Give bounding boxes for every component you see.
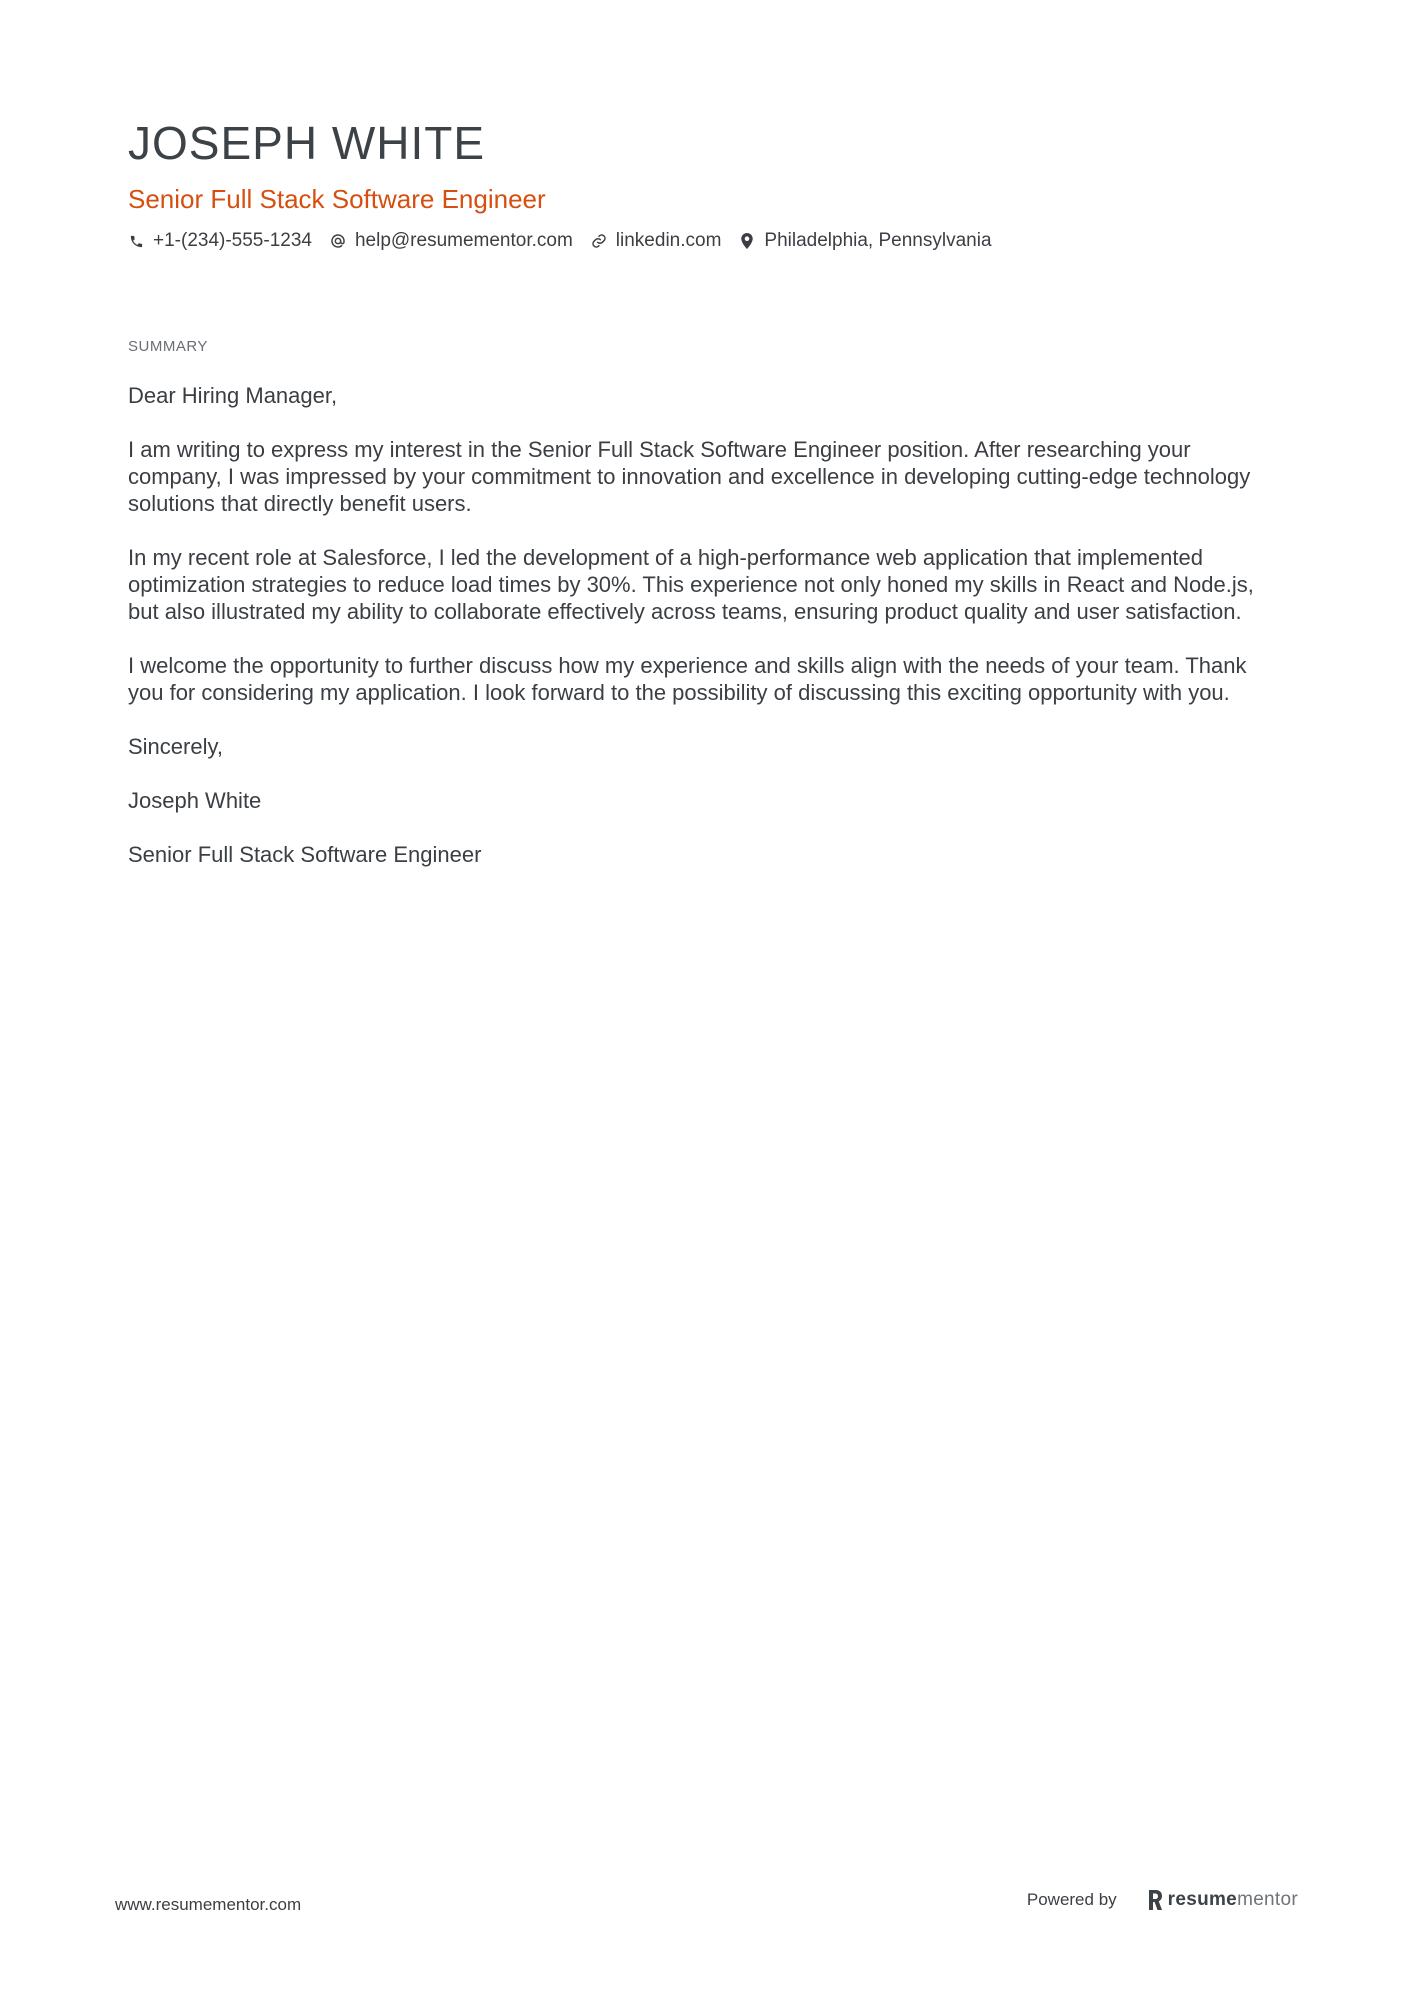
contact-row	[128, 228, 1288, 254]
signature-title: Senior Full Stack Software Engineer	[128, 842, 482, 867]
brand-mark-icon	[1147, 1890, 1163, 1910]
email-link[interactable]: help@resumementor.com	[354, 230, 573, 251]
contact-phone	[128, 228, 312, 254]
signature-name: Joseph White	[128, 788, 262, 813]
header	[128, 112, 1288, 254]
contact-email[interactable]	[330, 228, 573, 254]
contact-location	[739, 228, 991, 254]
salutation: Dear Hiring Manager,	[128, 383, 338, 408]
candidate-name: JOSEPH WHITE	[128, 117, 486, 169]
phone-text: +1-(234)-555-1234	[153, 230, 312, 251]
link-icon	[591, 233, 607, 249]
powered-by-label: Powered by	[1026, 1890, 1117, 1909]
linkedin-link[interactable]: linkedin.com	[615, 230, 722, 251]
paragraph-1: I am writing to express my interest in the Senior Full Stack Software Engineer position. After researching your company, I was impressed by your commitment to innovation and excellence in developing cutting-edge technology solutions that directly benefit users.	[128, 437, 1251, 516]
closing: Sincerely,	[128, 734, 223, 759]
brand-text-light: mentor	[1237, 1889, 1298, 1910]
brand-text-bold: resume	[1167, 1889, 1238, 1910]
location-text: Philadelphia, Pennsylvania	[764, 230, 992, 251]
phone-icon	[128, 233, 144, 249]
location-pin-icon	[739, 233, 755, 249]
brand-logo[interactable]	[1147, 1889, 1298, 1911]
at-icon	[330, 233, 346, 249]
paragraph-3: I welcome the opportunity to further discuss how my experience and skills align with the needs of your team. Thank you for considering my application. I look forward to the possibility of discussing this exciting opportunity with you.	[128, 653, 1247, 705]
summary-heading: SUMMARY	[128, 338, 208, 355]
footer-website-link[interactable]: www.resumementor.com	[115, 1895, 302, 1914]
footer-powered-by	[1027, 1889, 1298, 1911]
contact-linkedin[interactable]	[591, 228, 722, 254]
paragraph-2: In my recent role at Salesforce, I led the development of a high-performance web application that implemented optimization strategies to reduce load times by 30%. This experience not only honed my skills in React and Node.js, but also illustrated my ability to collaborate effectively across teams, ensuring product quality and user satisfaction.	[128, 545, 1254, 624]
job-title: Senior Full Stack Software Engineer	[128, 184, 546, 214]
letter-body	[128, 382, 1288, 895]
